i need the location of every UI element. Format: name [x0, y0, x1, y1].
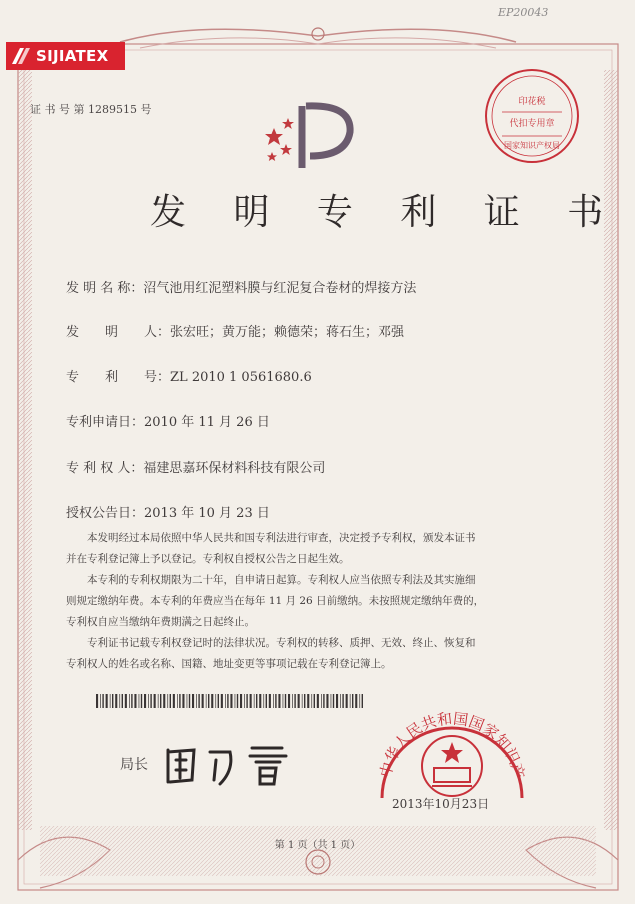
page-footer: 第 1 页（共 1 页） — [274, 840, 361, 851]
inventor-row — [66, 321, 404, 340]
sijiatex-logo — [6, 42, 125, 70]
logo-text: SIJIATEX — [36, 47, 109, 65]
barcode-bar — [221, 694, 223, 708]
invention-name-row — [66, 277, 416, 296]
grant-date-label: 授权公告日： — [66, 506, 145, 521]
barcode-bar — [211, 694, 213, 708]
barcode-bar — [304, 694, 305, 708]
barcode-bar — [160, 694, 161, 708]
barcode-bar — [340, 694, 341, 708]
patentee-value: 福建思嘉环保材料科技有限公司 — [143, 461, 326, 476]
body-line: 专利权人的姓名或名称、国籍、地址变更等事项记载在专利登记簿上。 — [66, 658, 392, 670]
barcode-bar — [362, 694, 363, 708]
barcode-bar — [179, 694, 180, 708]
barcode-bar — [122, 694, 123, 708]
barcode-bar — [131, 694, 132, 708]
barcode-bar — [218, 694, 219, 708]
barcode-bar — [326, 694, 328, 708]
barcode-bar — [246, 694, 247, 708]
barcode-bar — [227, 694, 228, 708]
barcode-bar — [100, 694, 101, 708]
barcode-bar — [346, 694, 348, 708]
barcode-bar — [134, 694, 136, 708]
filing-date-label: 专利申请日： — [66, 415, 145, 430]
patent-number-label: 专 利 号： — [66, 370, 171, 385]
barcode-bar — [311, 694, 312, 708]
barcode-bar — [294, 694, 295, 708]
body-line: 并在专利登记簿上予以登记。专利权自授权公告之日起生效。 — [66, 553, 350, 565]
barcode-bar — [215, 694, 216, 708]
barcode-bar — [129, 694, 130, 708]
grant-date-row — [66, 502, 270, 521]
barcode-bar — [208, 694, 209, 708]
barcode-bar — [158, 694, 159, 708]
logo-stripes-icon — [10, 46, 32, 66]
barcode-bar — [235, 694, 236, 708]
barcode-bar — [355, 694, 357, 708]
filing-date-row — [66, 411, 270, 430]
barcode-bar — [342, 694, 343, 708]
barcode-bar — [275, 694, 276, 708]
barcode-bar — [336, 694, 338, 708]
barcode-bar — [182, 694, 184, 708]
barcode-bar — [148, 694, 149, 708]
filing-date-value: 2010 年 11 月 26 日 — [144, 415, 270, 430]
barcode-bar — [254, 694, 255, 708]
barcode-bar — [177, 694, 178, 708]
body-line: 则规定缴纳年费。本专利的年费应当在每年 11 月 26 日前缴纳。未按照规定缴纳年费的， — [66, 595, 485, 607]
barcode-bar — [150, 694, 151, 708]
barcode-bar — [259, 694, 261, 708]
barcode-bar — [112, 694, 113, 708]
patent-number-value: ZL 2010 1 0561680.6 — [170, 370, 312, 385]
barcode-bar — [321, 694, 322, 708]
barcode-bar — [359, 694, 360, 708]
barcode-bar — [292, 694, 293, 708]
barcode-bar — [110, 694, 111, 708]
barcode-bar — [230, 694, 232, 708]
barcode-bar — [198, 694, 199, 708]
barcode-bar — [202, 694, 204, 708]
page-title: 发 明 专 利 证 书 — [150, 192, 622, 233]
barcode-bar — [285, 694, 286, 708]
inventor-label: 发 明 人： — [66, 325, 171, 340]
director-label: 局长 — [120, 757, 148, 773]
body-line: 专利权自应当缴纳年费期满之日起终止。 — [66, 616, 255, 628]
seal-line-2: 代扣专用章 — [509, 119, 555, 129]
barcode-bar — [278, 694, 280, 708]
body-line: 本发明经过本局依照中华人民共和国专利法进行审查，决定授予专利权，颁发本证书 — [87, 532, 476, 544]
patentee-row — [66, 457, 325, 476]
barcode-bar — [125, 694, 127, 708]
barcode-bar — [167, 694, 168, 708]
barcode-bar — [206, 694, 207, 708]
barcode-bar — [237, 694, 238, 708]
patent-number-row — [66, 366, 312, 385]
barcode-bar — [314, 694, 315, 708]
barcode-bar — [288, 694, 290, 708]
handwritten-note: EP20043 — [498, 6, 549, 19]
invention-name-value: 沼气池用红泥塑料膜与红泥复合卷材的焊接方法 — [143, 281, 417, 296]
barcode-bar — [115, 694, 117, 708]
barcode-bar — [317, 694, 319, 708]
barcode-bar — [350, 694, 351, 708]
barcode-bar — [119, 694, 120, 708]
patentee-label: 专 利 权 人： — [66, 461, 144, 476]
barcode-bar — [266, 694, 267, 708]
barcode-bar — [189, 694, 190, 708]
barcode-bar — [173, 694, 175, 708]
barcode-bar — [256, 694, 257, 708]
director-signature — [160, 740, 300, 790]
barcode-bar — [187, 694, 188, 708]
barcode-bar — [196, 694, 197, 708]
barcode-bar — [144, 694, 146, 708]
invention-name-label: 发 明 名 称： — [66, 281, 144, 296]
barcode-bar — [283, 694, 284, 708]
certificate-number: 证 书 号 第 1289515 号 — [30, 103, 152, 116]
inventor-value: 张宏旺；黄万能；赖德荣；蒋石生；邓强 — [170, 325, 405, 340]
barcode-bar — [163, 694, 165, 708]
barcode-bar — [352, 694, 353, 708]
barcode-bar — [240, 694, 242, 708]
barcode-bar — [192, 694, 194, 708]
grant-date-value: 2013 年 10 月 23 日 — [144, 506, 270, 521]
barcode-bar — [250, 694, 252, 708]
big-seal-text: 中华人民共和国国家知识产 — [376, 709, 528, 781]
barcode-bar — [102, 694, 103, 708]
barcode-bar — [141, 694, 142, 708]
body-line: 专利证书记载专利权登记时的法律状况。专利权的转移、质押、无效、终止、恢复和 — [87, 637, 476, 649]
barcode-bar — [323, 694, 324, 708]
barcode — [96, 694, 366, 708]
barcode-bar — [139, 694, 140, 708]
barcode-bar — [170, 694, 171, 708]
barcode-bar — [273, 694, 274, 708]
barcode-bar — [263, 694, 264, 708]
seal-line-3: 国家知识产权局 — [504, 141, 560, 150]
issue-date-stamp: 2013年10月23日 — [392, 797, 490, 811]
barcode-bar — [244, 694, 245, 708]
barcode-bar — [269, 694, 271, 708]
barcode-bar — [225, 694, 226, 708]
barcode-bar — [307, 694, 309, 708]
barcode-bar — [106, 694, 108, 708]
barcode-bar — [331, 694, 332, 708]
body-line: 本专利的专利权期限为二十年，自申请日起算。专利权人应当依照专利法及其实施细 — [87, 574, 476, 586]
certificate-body — [66, 528, 566, 675]
seal-line-1: 印花税 — [518, 97, 546, 107]
patent-emblem-icon — [262, 100, 362, 172]
stamp-duty-seal — [482, 66, 582, 166]
barcode-bar — [96, 694, 98, 708]
barcode-bar — [333, 694, 334, 708]
barcode-bar — [302, 694, 303, 708]
barcode-bar — [298, 694, 300, 708]
barcode-bar — [154, 694, 156, 708]
